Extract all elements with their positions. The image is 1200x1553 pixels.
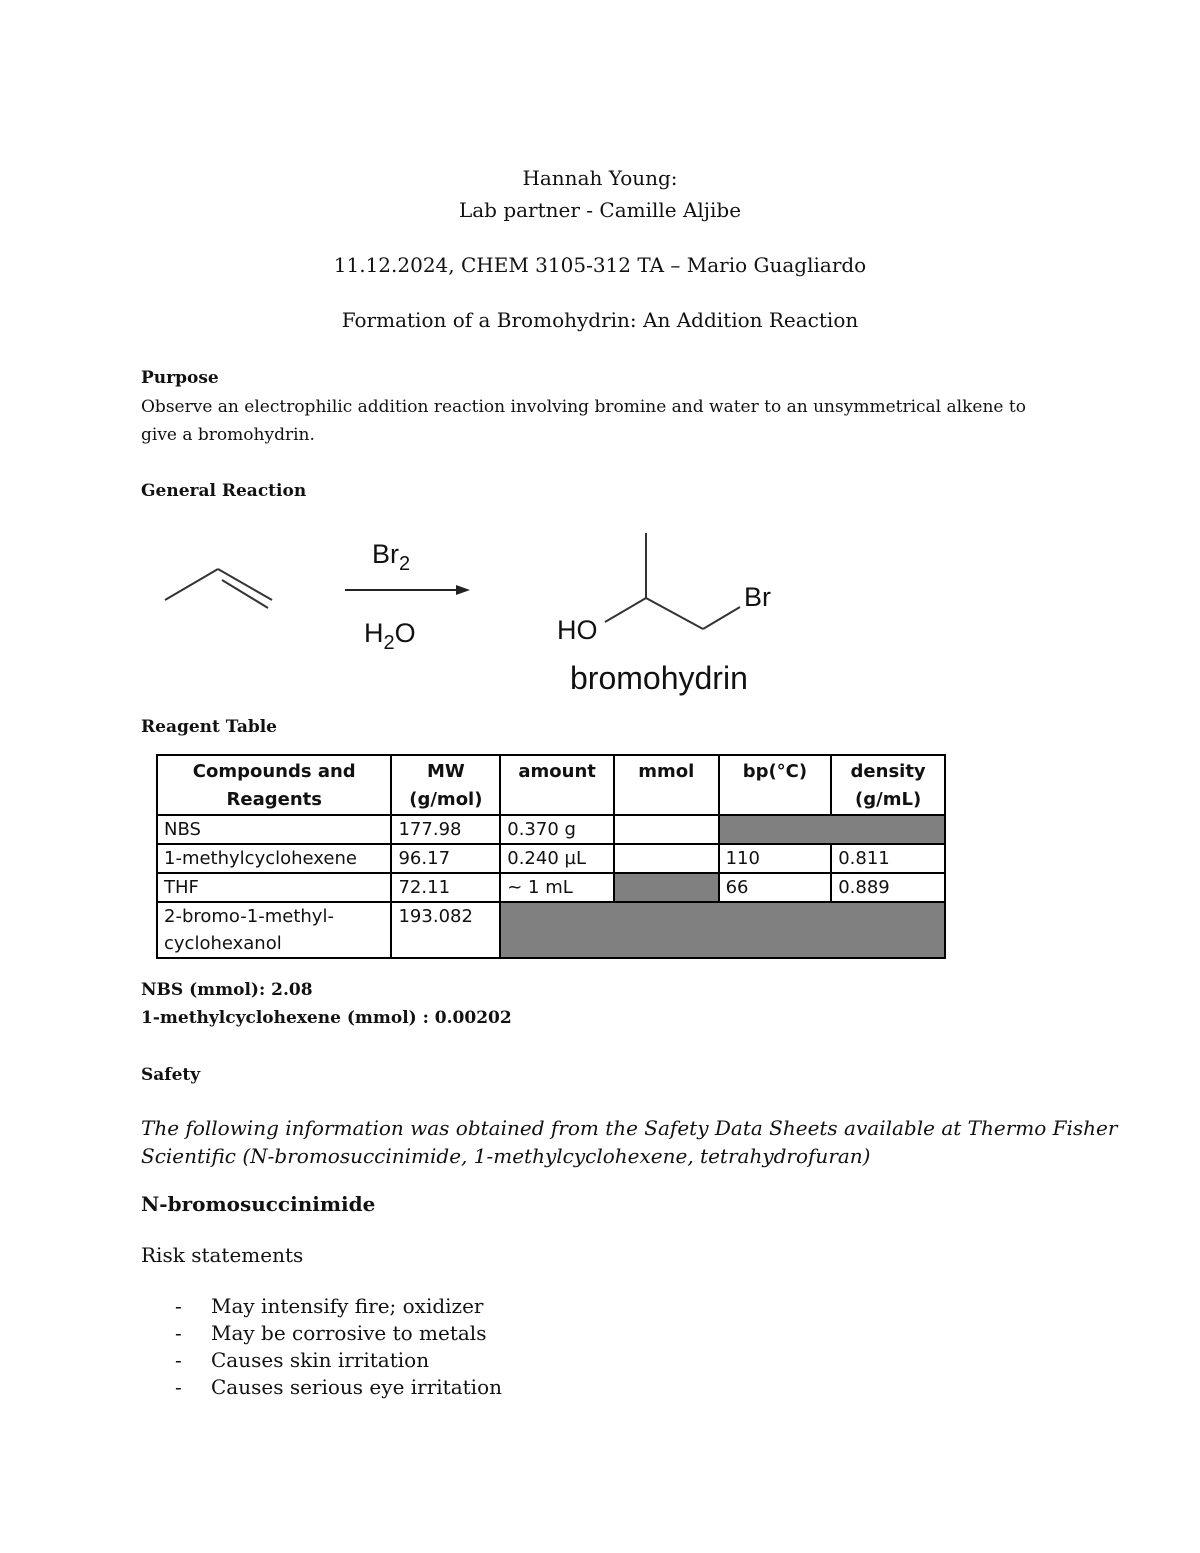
cell-name: 2-bromo-1-methyl- cyclohexanol xyxy=(157,902,391,958)
cell-shaded xyxy=(500,902,945,958)
compound-heading: N-bromosuccinimide xyxy=(141,1192,376,1216)
cell-shaded xyxy=(614,873,719,902)
document-title: Formation of a Bromohydrin: An Addition Reaction xyxy=(341,308,859,332)
cell-amount: 0.240 µL xyxy=(500,844,614,873)
header-mmol: mmol xyxy=(614,755,719,815)
cell-name: 1-methylcyclohexene xyxy=(157,844,391,873)
header-bp: bp(°C) xyxy=(719,755,832,815)
cell-bp: 66 xyxy=(719,873,832,902)
reagent-bromine: $Br_2$ xyxy=(372,539,411,575)
risk-statements-heading: Risk statements xyxy=(141,1243,304,1267)
lab-partner-line: Lab partner - Camille Aljibe xyxy=(458,198,742,222)
cell-amount: 0.370 g xyxy=(500,815,614,844)
header-density: density (g/mL) xyxy=(831,755,945,815)
cell-name: NBS xyxy=(157,815,391,844)
bromohydrin-structure xyxy=(605,533,740,629)
list-item: - Causes skin irritation xyxy=(175,1348,430,1372)
cell-density: 0.811 xyxy=(831,844,945,873)
cell-density: 0.889 xyxy=(831,873,945,902)
header-amount: amount xyxy=(500,755,614,815)
reagent-water: $H_2O$ xyxy=(364,618,416,654)
propene-structure xyxy=(165,569,272,608)
cell-name: THF xyxy=(157,873,391,902)
cell-mw: 193.082 xyxy=(391,902,500,958)
reaction-scheme xyxy=(150,520,810,710)
table-row xyxy=(157,844,945,873)
cell-mw: 177.98 xyxy=(391,815,500,844)
general-reaction-heading: General Reaction xyxy=(141,481,307,501)
purpose-text-line-2: give a bromohydrin. xyxy=(141,425,315,445)
purpose-text-line-1: Observe an electrophilic addition reaction involving bromine and water to an unsymmetrical alkene to xyxy=(141,397,1026,417)
cell-mw: 96.17 xyxy=(391,844,500,873)
hydroxyl-label: HO xyxy=(557,615,598,645)
list-item: - May intensify fire; oxidizer xyxy=(175,1294,484,1318)
product-name: bromohydrin xyxy=(570,660,748,696)
reagent-table xyxy=(156,754,946,959)
table-row xyxy=(157,873,945,902)
cell-mmol xyxy=(614,844,719,873)
methylcyclohexene-mmol: 1-methylcyclohexene (mmol) : 0.00202 xyxy=(141,1008,512,1028)
safety-heading: Safety xyxy=(141,1065,201,1085)
table-row xyxy=(157,902,945,958)
bromine-label: Br xyxy=(744,582,771,612)
cell-mw: 72.11 xyxy=(391,873,500,902)
list-item: - Causes serious eye irritation xyxy=(175,1375,502,1399)
risk-list xyxy=(141,1293,502,1401)
safety-note-line-1: The following information was obtained from the Safety Data Sheets available at Thermo Fisher xyxy=(141,1116,1118,1140)
safety-note-line-2: Scientific (N-bromosuccinimide, 1-methylcyclohexene, tetrahydrofuran) xyxy=(141,1144,871,1168)
list-item: - May be corrosive to metals xyxy=(175,1321,487,1345)
course-line: 11.12.2024, CHEM 3105-312 TA – Mario Guagliardo xyxy=(333,253,867,277)
table-row xyxy=(157,815,945,844)
purpose-heading: Purpose xyxy=(141,368,219,388)
header-compounds: Compounds and Reagents xyxy=(157,755,391,815)
cell-amount: ~ 1 mL xyxy=(500,873,614,902)
reagent-table-heading: Reagent Table xyxy=(141,717,277,737)
author-line: Hannah Young: xyxy=(522,166,678,190)
reaction-arrow xyxy=(345,585,470,595)
table-header-row xyxy=(157,755,945,815)
cell-mmol xyxy=(614,815,719,844)
cell-bp: 110 xyxy=(719,844,832,873)
nbs-mmol: NBS (mmol): 2.08 xyxy=(141,980,313,1000)
cell-shaded xyxy=(719,815,945,844)
header-mw: MW (g/mol) xyxy=(391,755,500,815)
